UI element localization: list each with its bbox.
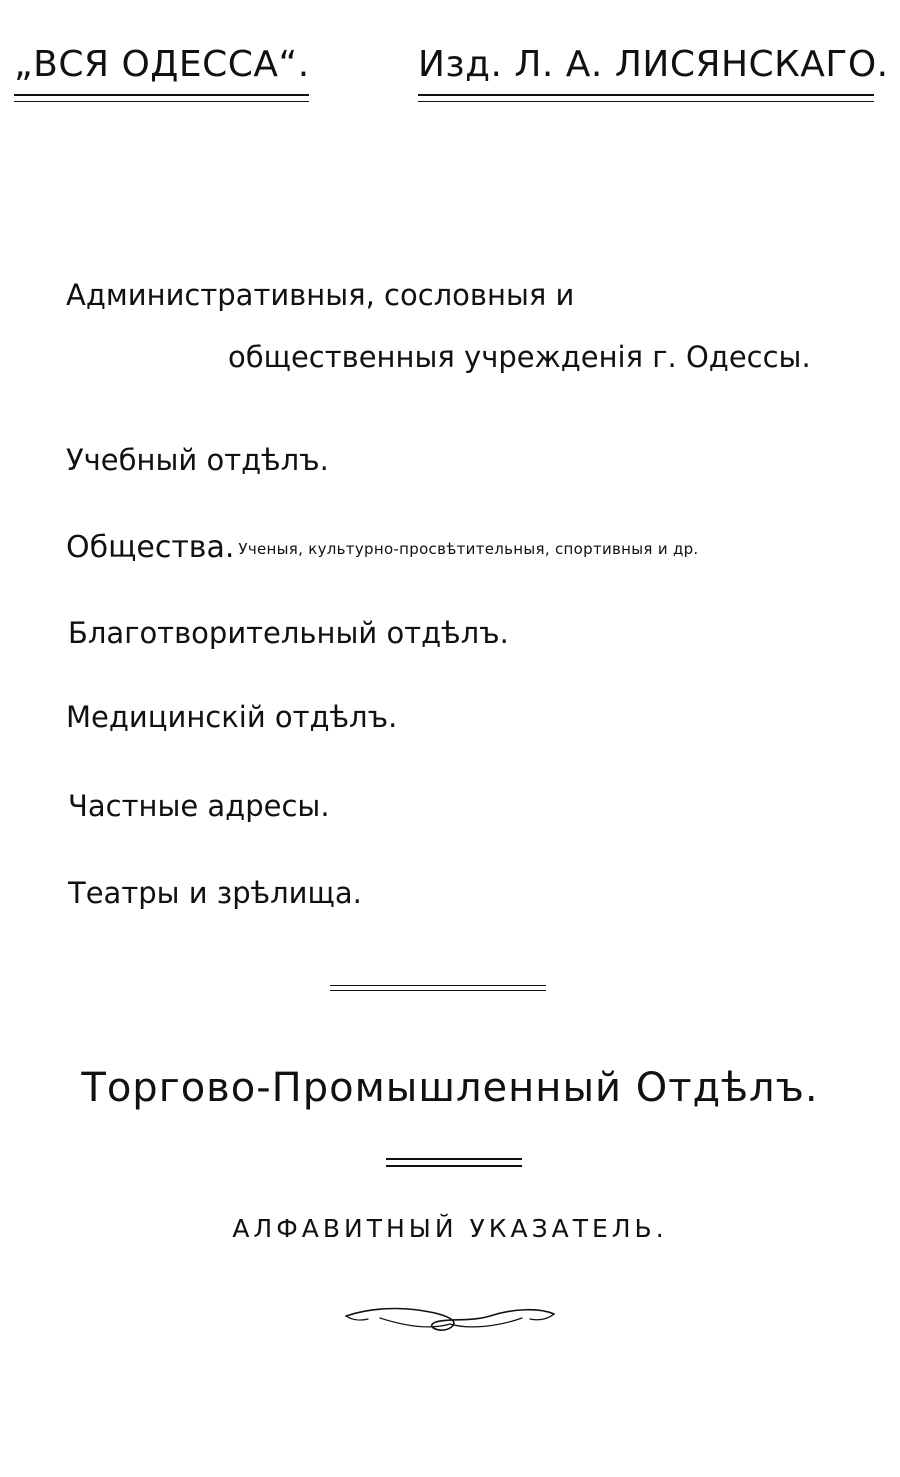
- contents-admin-line1: Административныя, сословныя и: [66, 278, 575, 312]
- contents-societies: Общества.: [66, 530, 235, 565]
- header-right-title: Изд. Л. А. ЛИСЯНСКАГО.: [418, 44, 889, 85]
- header-left-double-rule: [14, 94, 309, 102]
- contents-admin-line2: общественныя учрежденія г. Одессы.: [228, 340, 811, 374]
- contents-charity: Благотворительный отдѣлъ.: [68, 616, 509, 650]
- contents-theatres: Театры и зрѣлища.: [68, 876, 362, 910]
- header-left-title: „ВСЯ ОДЕССА“.: [14, 44, 310, 85]
- section-divider-rule: [330, 985, 546, 991]
- contents-private-addresses: Частные адресы.: [68, 789, 330, 823]
- section-title-double-rule: [386, 1158, 522, 1167]
- flourish-ornament-icon: [340, 1300, 560, 1340]
- section-subtitle: АЛФАВИТНЫЙ УКАЗАТЕЛЬ.: [232, 1214, 668, 1243]
- contents-societies-row: [66, 527, 699, 569]
- section-title: Торгово-Промышленный Отдѣлъ.: [81, 1065, 819, 1111]
- header-right-double-rule: [418, 94, 874, 102]
- contents-societies-note: Ученыя, культурно-просвѣтительныя, спортивныя и др.: [238, 540, 699, 558]
- contents-medical: Медицинскій отдѣлъ.: [66, 700, 398, 734]
- contents-education: Учебный отдѣлъ.: [66, 443, 329, 477]
